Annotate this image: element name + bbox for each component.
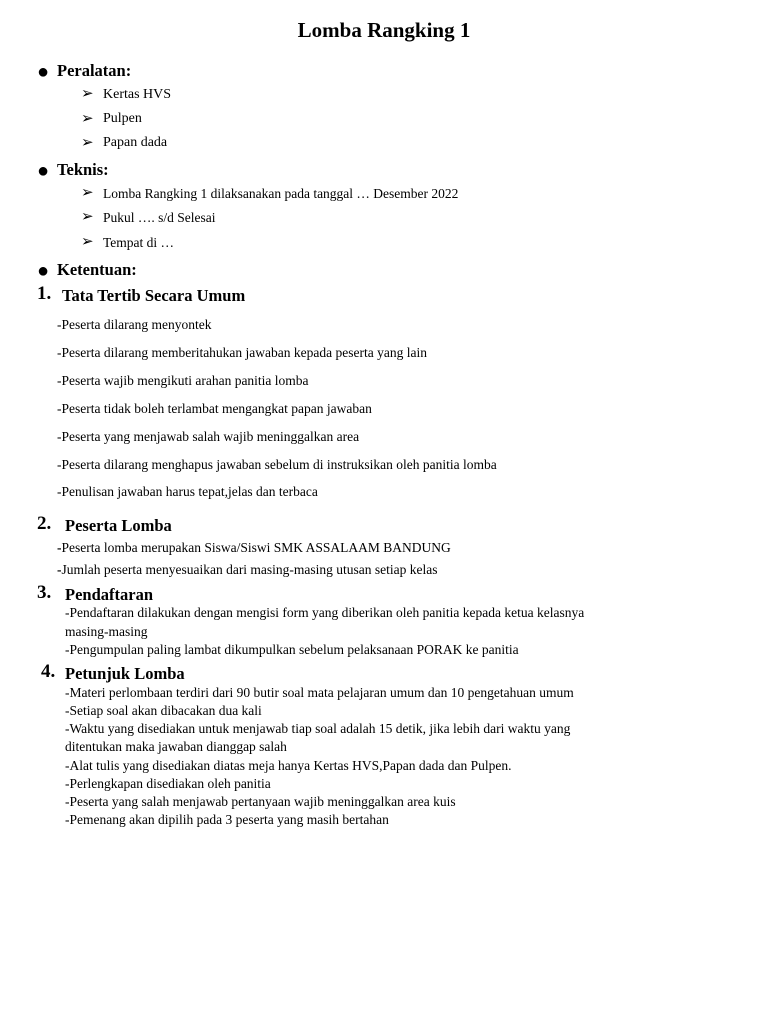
list-item: Kertas HVS: [103, 87, 172, 102]
rule-line: -Pengumpulan paling lambat dikumpulkan sebelum pelaksanaan PORAK ke panitia: [65, 642, 519, 657]
bullet-icon: ●: [37, 160, 50, 182]
dash-glyph: -: [57, 540, 62, 555]
arrow-bullet-icon: ➢: [81, 111, 94, 127]
rule-line: -Perlengkapan disediakan oleh panitia: [65, 776, 271, 791]
section-number: 3.: [37, 582, 52, 603]
numbered-heading: Peserta Lomba: [65, 516, 172, 535]
section-number: 4.: [41, 661, 56, 682]
dash-glyph: -: [57, 562, 62, 577]
rule-line: ditentukan maka jawaban dianggap salah: [65, 739, 287, 754]
section-number: 1.: [37, 283, 52, 304]
numbered-heading: Tata Tertib Secara Umum: [62, 286, 246, 305]
rule-line: -Peserta wajib mengikuti arahan panitia lomba: [57, 373, 309, 388]
rule-line: -Peserta yang salah menjawab pertanyaan wajib meninggalkan area kuis: [65, 794, 456, 809]
arrow-bullet-icon: ➢: [81, 185, 94, 201]
list-item: Pukul …. s/d Selesai: [103, 210, 216, 225]
rule-line: -Alat tulis yang disediakan diatas meja hanya Kertas HVS,Papan dada dan Pulpen.: [65, 758, 512, 773]
rule-line: -Pendaftaran dilakukan dengan mengisi form yang diberikan oleh panitia kepada ketua kelasnya: [65, 605, 585, 620]
rule-line: -Peserta dilarang menyontek: [57, 317, 212, 332]
rule-line: -Peserta dilarang memberitahukan jawaban kepada peserta yang lain: [57, 345, 427, 360]
list-item: Tempat di …: [103, 235, 175, 250]
rule-line: -Peserta tidak boleh terlambat mengangkat papan jawaban: [57, 401, 372, 416]
section-heading-ketentuan: Ketentuan:: [57, 260, 137, 279]
rule-line: -Materi perlombaan terdiri dari 90 butir soal mata pelajaran umum dan 10 pengetahuan umum: [65, 685, 574, 700]
rule-line: -Penulisan jawaban harus tepat,jelas dan terbaca: [57, 484, 318, 499]
page-title: Lomba Rangking 1: [297, 18, 471, 42]
section-heading-peralatan: Peralatan:: [57, 61, 132, 80]
list-item: Pulpen: [103, 111, 142, 126]
numbered-heading: Petunjuk Lomba: [65, 664, 185, 683]
list-item: Papan dada: [103, 135, 168, 150]
rule-line: masing-masing: [65, 624, 148, 639]
rule-line: -Peserta yang menjawab salah wajib meninggalkan area: [57, 429, 360, 444]
arrow-bullet-icon: ➢: [81, 86, 94, 102]
rule-line: -Peserta dilarang menghapus jawaban sebelum di instruksikan oleh panitia lomba: [57, 457, 497, 472]
list-item: Lomba Rangking 1 dilaksanakan pada tanggal … Desember 2022: [103, 186, 459, 201]
rule-line: -Jumlah peserta menyesuaikan dari masing-masing utusan setiap kelas: [57, 562, 438, 577]
arrow-bullet-icon: ➢: [81, 234, 94, 250]
arrow-bullet-icon: ➢: [81, 209, 94, 225]
rule-line: -Waktu yang disediakan untuk menjawab tiap soal adalah 15 detik, jika lebih dari waktu yang: [65, 721, 571, 736]
bullet-icon: ●: [37, 260, 50, 282]
rule-line: -Pemenang akan dipilih pada 3 peserta yang masih bertahan: [65, 812, 389, 827]
rule-line: -Peserta lomba merupakan Siswa/Siswi SMK ASSALAAM BANDUNG: [57, 540, 451, 555]
section-number: 2.: [37, 513, 52, 534]
rule-line: -Setiap soal akan dibacakan dua kali: [65, 703, 262, 718]
numbered-heading: Pendaftaran: [65, 585, 153, 604]
bullet-icon: ●: [37, 61, 50, 83]
arrow-bullet-icon: ➢: [81, 135, 94, 151]
section-heading-teknis: Teknis:: [57, 160, 109, 179]
